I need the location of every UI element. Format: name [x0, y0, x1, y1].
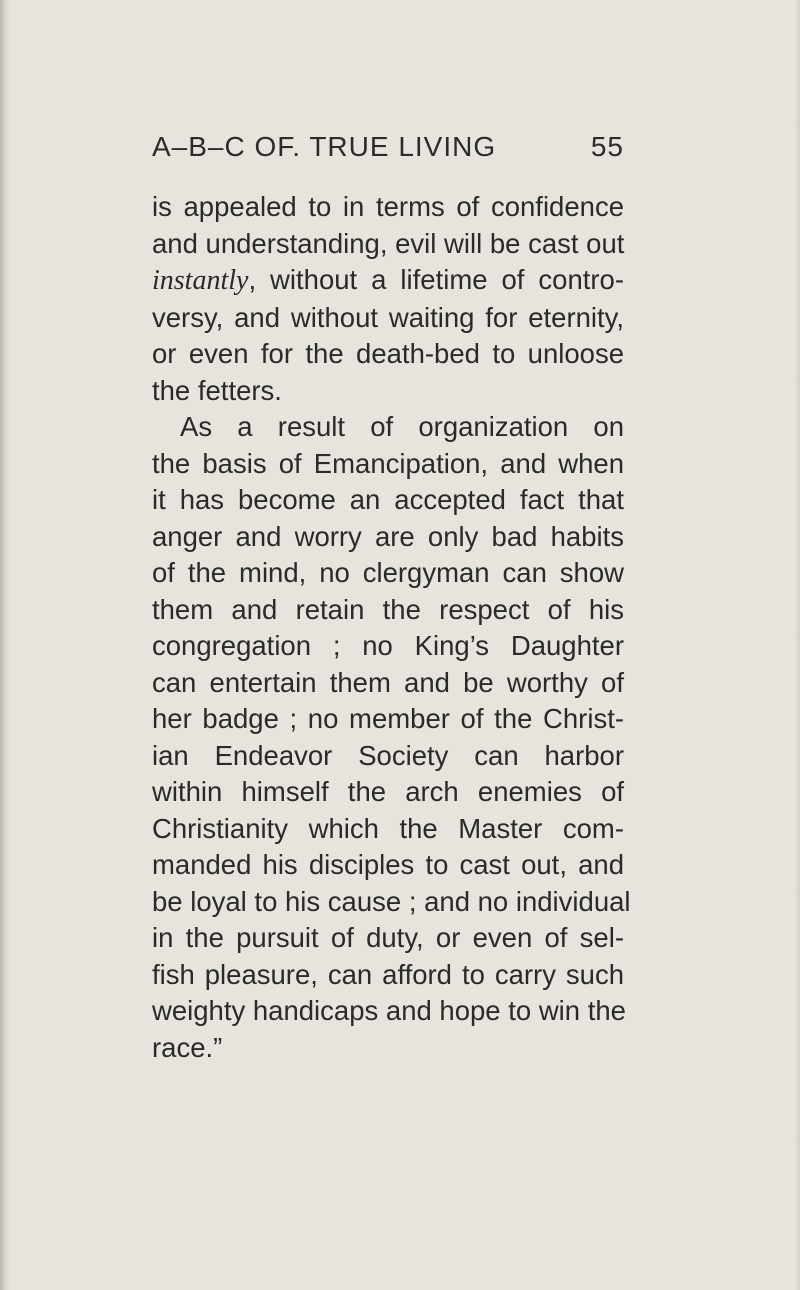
text-line: be loyal to his cause ; and no individual: [152, 885, 631, 917]
text-line: Christianity which the Master com-: [152, 812, 624, 844]
text-line: it has become an accepted fact that: [152, 484, 624, 515]
text-line: can entertain them and be worthy of: [152, 666, 624, 698]
text-line: her badge ; no member of the Christ-: [152, 703, 624, 734]
body-text: [152, 189, 631, 1066]
page-header: [152, 131, 632, 171]
page-edge: [794, 0, 800, 1290]
text-line: As a result of organization on: [180, 411, 624, 442]
page-number: 55: [590, 131, 624, 162]
text-line: is appealed to in terms of confidence: [152, 191, 624, 222]
running-title: A–B–C OF. TRUE LIVING: [152, 131, 497, 162]
text-line: ian Endeavor Society can harbor: [152, 739, 624, 771]
text-line: [152, 262, 624, 300]
text-line: anger and worry are only bad habits: [152, 520, 624, 552]
binding-shadow: [0, 0, 10, 1290]
text-line: congregation ; no King’s Daughter: [152, 630, 624, 661]
text-line: manded his disciples to cast out, and: [152, 849, 624, 880]
text-line: within himself the arch enemies of: [152, 776, 624, 807]
text-line: or even for the death-bed to unloose: [152, 338, 624, 369]
text-line: them and retain the respect of his: [152, 593, 624, 625]
text-line: weighty handicaps and hope to win the: [152, 995, 626, 1026]
text-line: of the mind, no clergyman can show: [152, 557, 624, 588]
text-line: in the pursuit of duty, or even of sel-: [152, 922, 624, 953]
text-segment: , without a lifetime of contro-: [248, 264, 624, 295]
text-line: and understanding, evil will be cast out: [152, 227, 625, 259]
text-line: the basis of Emancipation, and when: [152, 447, 624, 479]
text-line: fish pleasure, can afford to carry such: [152, 958, 624, 990]
text-line: race.”: [152, 1031, 223, 1063]
text-line: versy, and without waiting for eternity,: [152, 301, 624, 333]
emphasized-word: instantly: [152, 265, 249, 296]
text-line: the fetters.: [152, 374, 282, 406]
